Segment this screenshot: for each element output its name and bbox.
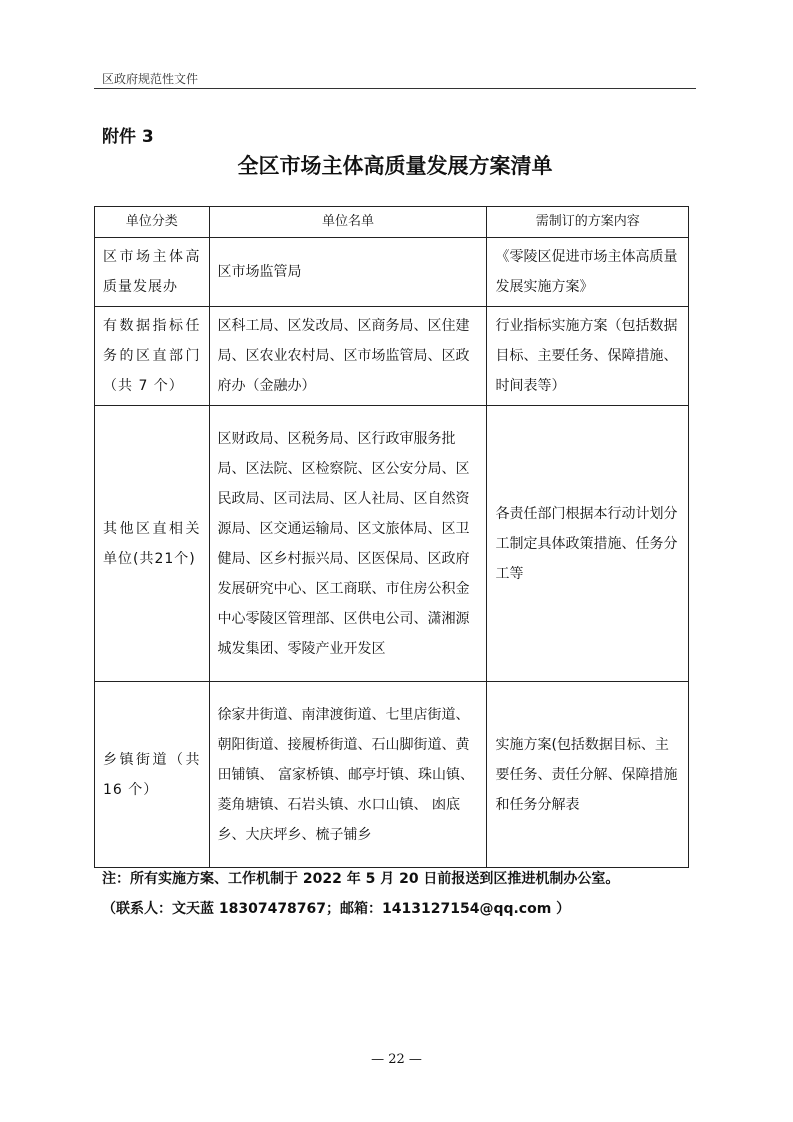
row-plan: 《零陵区促进市场主体高质量发展实施方案》 (487, 238, 689, 307)
page-number: — 22 — (371, 1052, 422, 1067)
header-text: 区政府规范性文件 (102, 72, 199, 86)
row-units: 区科工局、区发改局、区商务局、区住建局、区农业农村局、区市场监管局、区政府办（金融办） (209, 307, 487, 406)
table-row (95, 307, 689, 406)
header-divider (94, 88, 696, 89)
row-category: 区市场主体高质量发展办 (95, 238, 210, 307)
row-plan: 行业指标实施方案（包括数据目标、主要任务、保障措施、时间表等） (487, 307, 689, 406)
plan-table (94, 206, 689, 868)
column-header-category: 单位分类 (95, 207, 210, 238)
row-plan: 各责任部门根据本行动计划分工制定具体政策措施、任务分工等 (487, 406, 689, 682)
column-header-units: 单位名单 (209, 207, 487, 238)
column-header-plan: 需制订的方案内容 (487, 207, 689, 238)
annex-label: 附件 3 (102, 127, 154, 147)
table-row (95, 406, 689, 682)
row-category: 有数据指标任务的区直部门（共 7 个） (95, 307, 210, 406)
table-header-row (95, 207, 689, 238)
page-title: 全区市场主体高质量发展方案清单 (237, 154, 553, 178)
table-row (95, 238, 689, 307)
row-category: 乡镇街道（共 16 个） (95, 682, 210, 868)
row-category: 其他区直相关单位(共21个) (95, 406, 210, 682)
row-units: 徐家井街道、南津渡街道、七里店街道、 朝阳街道、接履桥街道、石山脚街道、黄田铺镇、 富家桥镇、邮亭圩镇、珠山镇、菱角塘镇、石岩头镇、水口山镇、 凼底乡、大庆坪乡、梳子铺乡 (209, 682, 487, 868)
row-plan: 实施方案(包括数据目标、主要任务、责任分解、保障措施和任务分解表 (487, 682, 689, 868)
footnote: 注：所有实施方案、工作机制于 2022 年 5 月 20 日前报送到区推进机制办公室。 (102, 871, 620, 887)
row-units: 区财政局、区税务局、区行政审服务批局、区法院、区检察院、区公安分局、区民政局、区司法局、区人社局、区自然资源局、区交通运输局、区文旅体局、区卫健局、区乡村振兴局、区医保局、区政府发展研究中心、区工商联、市住房公积金中心零陵区管理部、区供电公司、潇湘源城发集团、零陵产业开发区 (209, 406, 487, 682)
table-row (95, 682, 689, 868)
row-units: 区市场监管局 (209, 238, 487, 307)
contact-info: （联系人：文天蓝 18307478767；邮箱：1413127154@qq.com ） (102, 901, 571, 917)
